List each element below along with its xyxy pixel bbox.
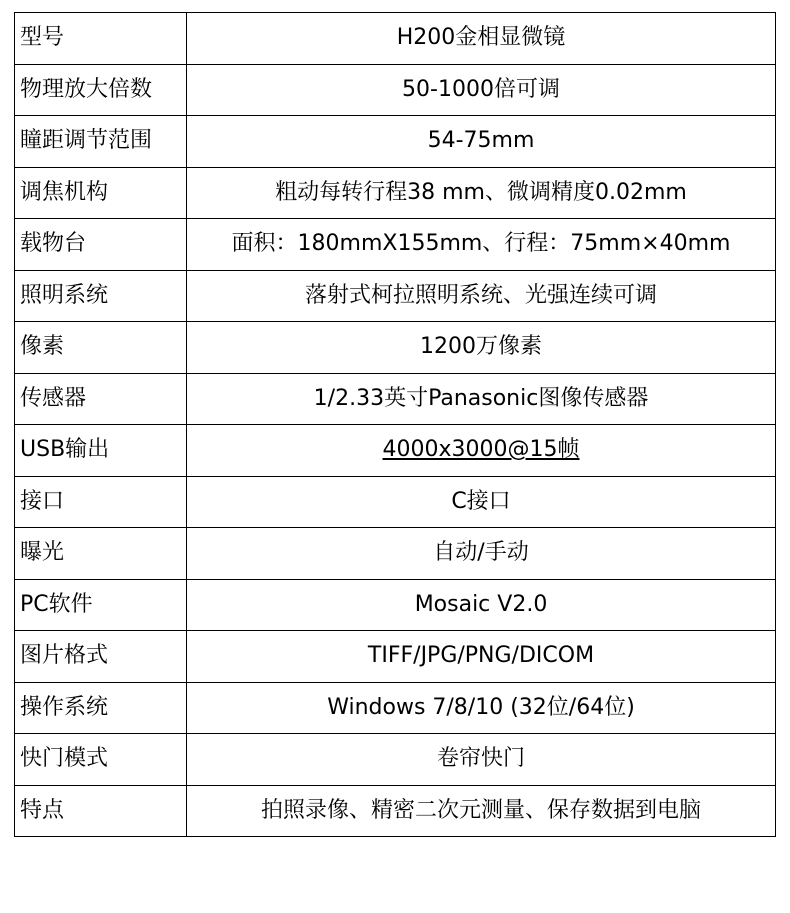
row-value-model: H200金相显微镜 xyxy=(187,13,776,65)
table-row-focus xyxy=(15,167,776,219)
row-label-magnification: 物理放大倍数 xyxy=(15,64,187,116)
table-row-shutter xyxy=(15,734,776,786)
row-value-interface: C接口 xyxy=(187,476,776,528)
row-label-pc-software: PC软件 xyxy=(15,579,187,631)
row-label-focus: 调焦机构 xyxy=(15,167,187,219)
row-label-illumination: 照明系统 xyxy=(15,270,187,322)
row-value-pupil-distance: 54-75mm xyxy=(187,116,776,168)
table-row-image-format xyxy=(15,631,776,683)
table-row-exposure xyxy=(15,528,776,580)
row-value-image-format: TIFF/JPG/PNG/DICOM xyxy=(187,631,776,683)
row-value-features: 拍照录像、精密二次元测量、保存数据到电脑 xyxy=(187,785,776,837)
row-label-exposure: 曝光 xyxy=(15,528,187,580)
usb-output-value-text: 4000x3000@15帧 xyxy=(382,437,580,463)
row-label-model: 型号 xyxy=(15,13,187,65)
row-value-sensor: 1/2.33英寸Panasonic图像传感器 xyxy=(187,373,776,425)
row-value-focus: 粗动每转行程38 mm、微调精度0.02mm xyxy=(187,167,776,219)
spec-table xyxy=(14,12,776,837)
table-row-os xyxy=(15,682,776,734)
row-value-os: Windows 7/8/10 (32位/64位) xyxy=(187,682,776,734)
table-row-pixels xyxy=(15,322,776,374)
spec-table-body xyxy=(15,13,776,837)
row-value-stage: 面积：180mmX155mm、行程：75mm×40mm xyxy=(187,219,776,271)
row-value-shutter: 卷帘快门 xyxy=(187,734,776,786)
table-row-pc-software xyxy=(15,579,776,631)
row-label-sensor: 传感器 xyxy=(15,373,187,425)
table-row-interface xyxy=(15,476,776,528)
row-label-stage: 载物台 xyxy=(15,219,187,271)
row-value-usb-output xyxy=(187,425,776,477)
table-row-model xyxy=(15,13,776,65)
table-row-illumination xyxy=(15,270,776,322)
table-row-usb-output xyxy=(15,425,776,477)
row-label-image-format: 图片格式 xyxy=(15,631,187,683)
table-row-stage xyxy=(15,219,776,271)
table-row-magnification xyxy=(15,64,776,116)
row-value-pixels: 1200万像素 xyxy=(187,322,776,374)
row-label-interface: 接口 xyxy=(15,476,187,528)
row-value-illumination: 落射式柯拉照明系统、光强连续可调 xyxy=(187,270,776,322)
row-label-pupil-distance: 瞳距调节范围 xyxy=(15,116,187,168)
row-value-exposure: 自动/手动 xyxy=(187,528,776,580)
row-label-os: 操作系统 xyxy=(15,682,187,734)
row-value-pc-software: Mosaic V2.0 xyxy=(187,579,776,631)
row-label-features: 特点 xyxy=(15,785,187,837)
row-label-pixels: 像素 xyxy=(15,322,187,374)
table-row-features xyxy=(15,785,776,837)
table-row-sensor xyxy=(15,373,776,425)
row-label-shutter: 快门模式 xyxy=(15,734,187,786)
row-value-magnification: 50-1000倍可调 xyxy=(187,64,776,116)
row-label-usb-output: USB输出 xyxy=(15,425,187,477)
table-row-pupil-distance xyxy=(15,116,776,168)
